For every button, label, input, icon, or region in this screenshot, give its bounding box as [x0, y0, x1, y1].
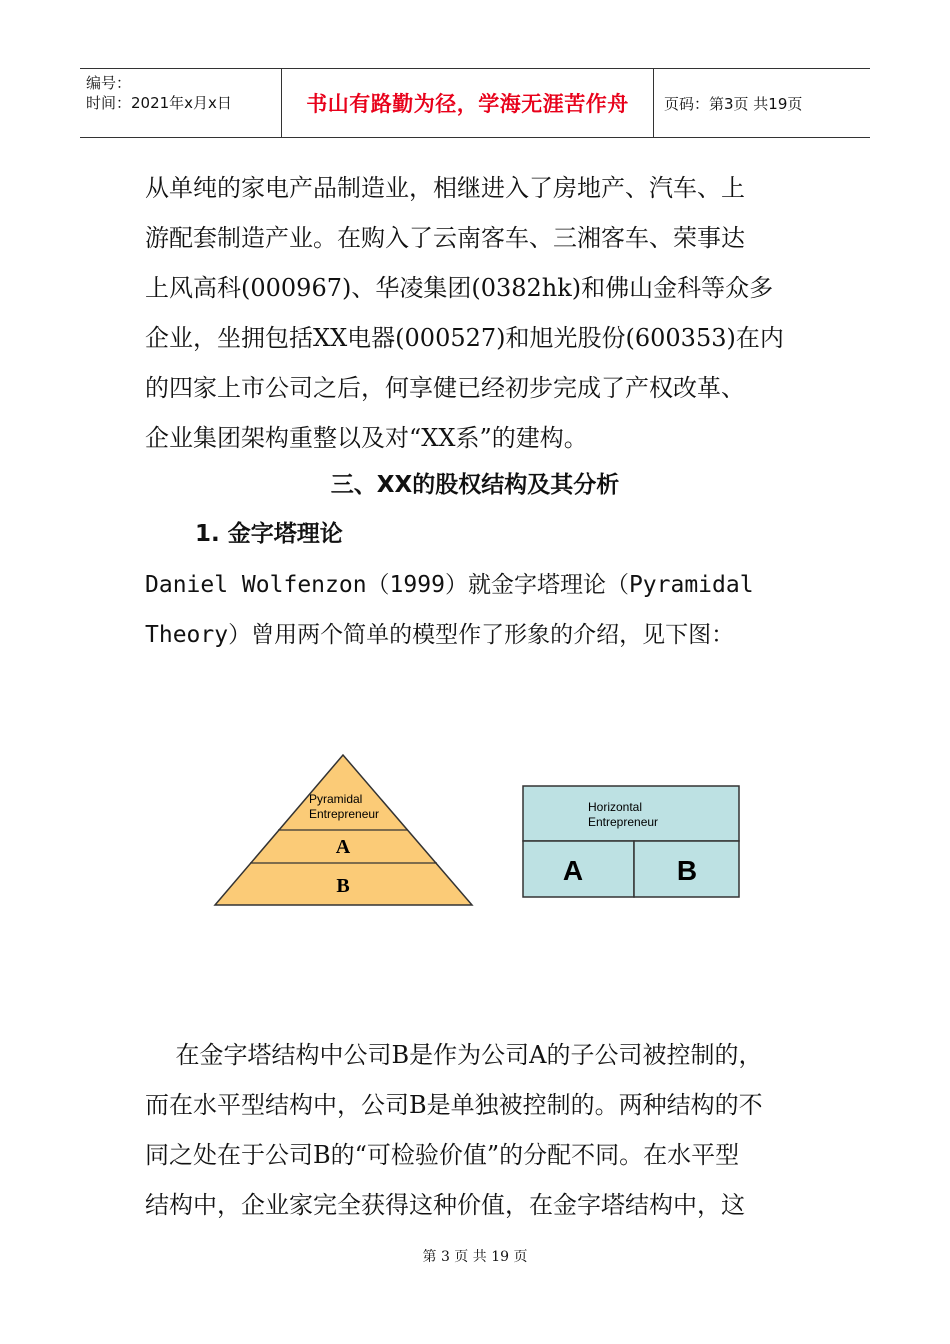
horizontal-right-label: B — [676, 855, 698, 886]
paragraph-2 — [145, 560, 815, 660]
header-motto-cell — [282, 69, 654, 137]
horizontal-label-1: Horizontal — [588, 800, 643, 814]
header-left-cell — [80, 69, 282, 137]
paragraph-line: 上风高科(000967)、华凌集团(0382hk)和佛山金科等众多 — [145, 274, 774, 302]
paragraph-line: 在金字塔结构中公司B是作为公司A的子公司被控制的， — [145, 1041, 763, 1069]
header-motto: 书山有路勤为径，学海无涯苦作舟 — [306, 92, 629, 116]
paragraph-line: 同之处在于公司B的“可检验价值”的分配不同。在水平型 — [145, 1141, 740, 1169]
header-time-label: 时间：2021年x月x日 — [86, 94, 232, 112]
paragraph-line: Theory）曾用两个简单的模型作了形象的介绍，见下图： — [145, 622, 735, 648]
pyramid-top-label-2: Entrepreneur — [309, 807, 380, 821]
paragraph-line: 结构中，企业家完全获得这种价值，在金字塔结构中，这 — [145, 1191, 745, 1219]
horizontal-left-label: A — [562, 855, 584, 886]
paragraph-line: 的四家上市公司之后，何享健已经初步完成了产权改革、 — [145, 374, 745, 402]
pyramid-horizontal-figure — [210, 750, 750, 915]
subheading: 1. 金字塔理论 — [195, 521, 343, 547]
horizontal-label-2: Entrepreneur — [588, 815, 659, 829]
paragraph-3 — [145, 1030, 815, 1230]
pyramid-middle-label: A — [335, 836, 351, 858]
paragraph-line: 从单纯的家电产品制造业，相继进入了房地产、汽车、上 — [145, 174, 745, 202]
paragraph-line: Daniel Wolfenzon（1999）就金字塔理论（Pyramidal — [145, 572, 754, 598]
header-number-label: 编号： — [86, 74, 132, 92]
paragraph-line: 企业集团架构重整以及对“XX系”的建构。 — [145, 424, 588, 452]
section-heading: 三、XX的股权结构及其分析 — [330, 472, 620, 498]
paragraph-line: 而在水平型结构中，公司B是单独被控制的。两种结构的不 — [145, 1091, 763, 1119]
paragraph-line: 企业，坐拥包括XX电器(000527)和旭光股份(600353)在内 — [145, 324, 784, 352]
page-header — [80, 68, 870, 138]
page-footer: 第 3 页 共 19 页 — [422, 1249, 528, 1265]
pyramid-top-label-1: Pyramidal — [309, 792, 363, 806]
paragraph-line: 游配套制造产业。在购入了云南客车、三湘客车、荣事达 — [145, 224, 745, 252]
paragraph-1 — [145, 163, 815, 463]
pyramid-bottom-label: B — [336, 875, 350, 897]
header-page-info: 页码：第3页 共19页 — [664, 94, 803, 113]
